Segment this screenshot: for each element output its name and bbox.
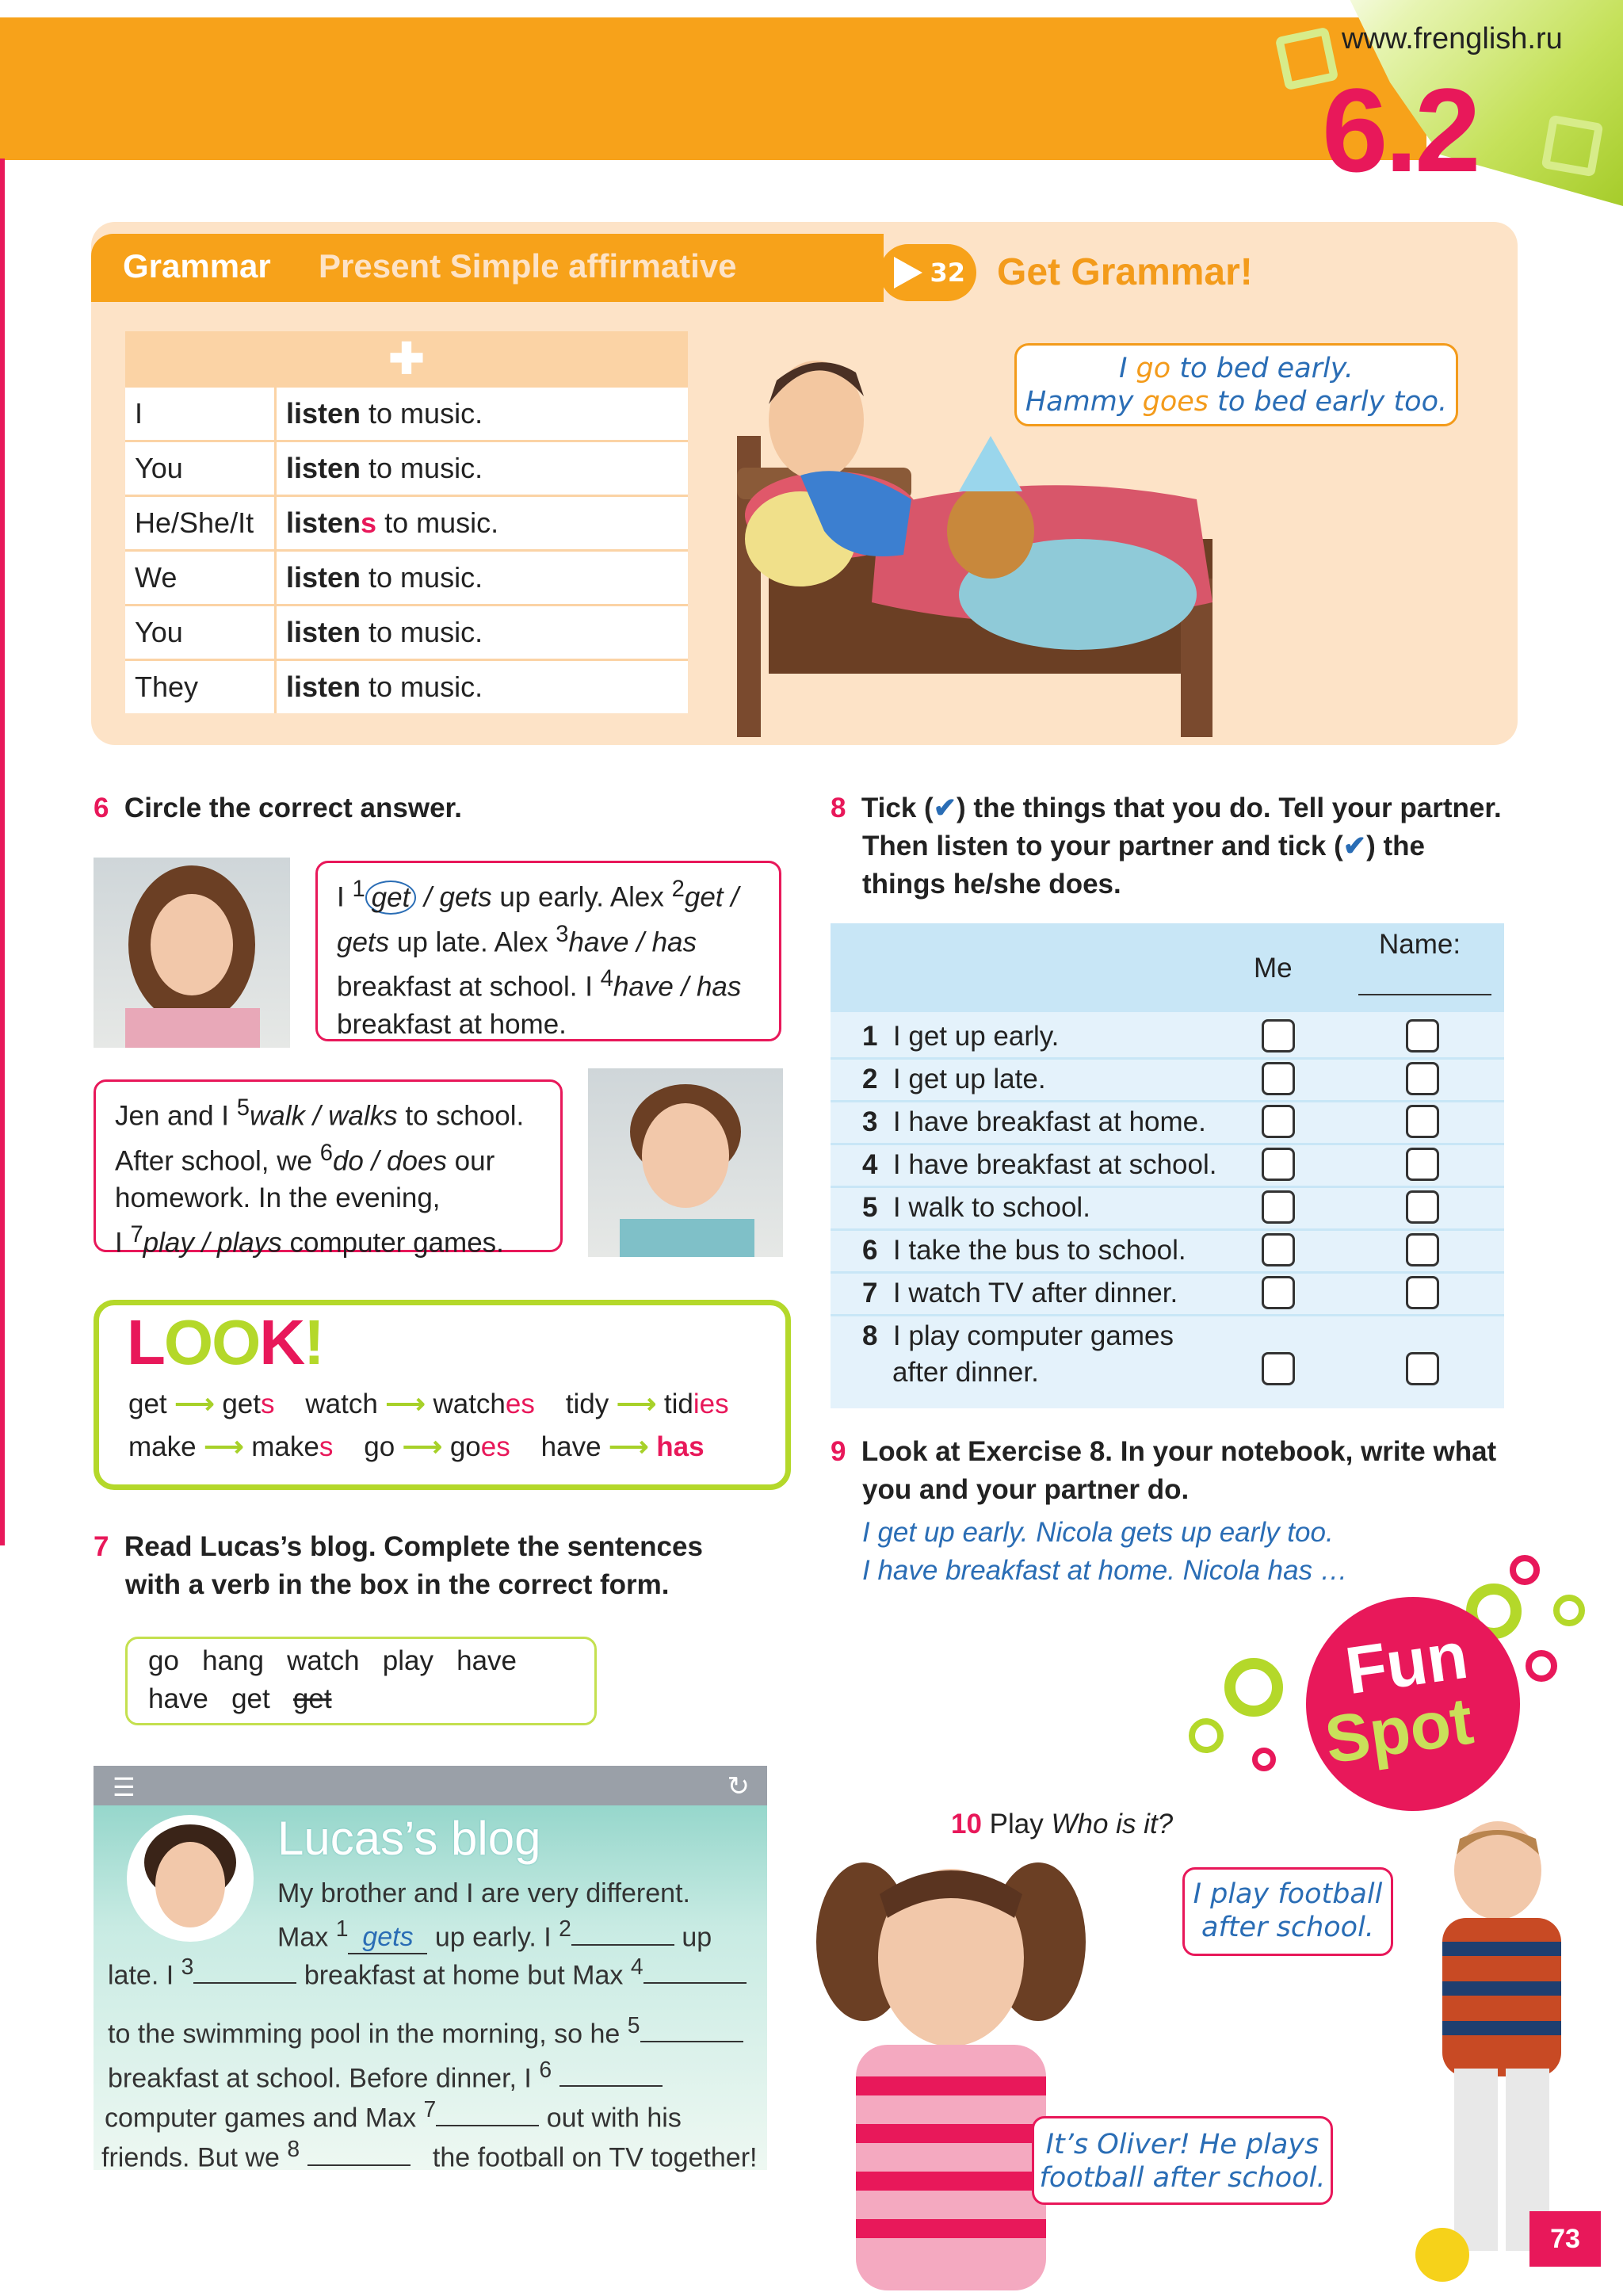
grammar-subtitle: Present Simple affirmative: [319, 247, 737, 285]
checkbox-partner[interactable]: [1406, 1276, 1439, 1309]
fun-label: Fun: [1341, 1617, 1472, 1709]
speech-bubble-2: It’s Oliver! He plays football after school.: [1032, 2116, 1333, 2205]
grammar-speech-bubble: I go to bed early. Hammy goes to bed early too.: [1014, 343, 1458, 426]
col-name: Name:: [1379, 929, 1461, 960]
checkbox-me[interactable]: [1262, 1190, 1295, 1224]
checkbox-partner[interactable]: [1406, 1062, 1439, 1095]
checkbox-partner[interactable]: [1406, 1190, 1439, 1224]
site-url: www.frenglish.ru: [1342, 22, 1563, 55]
ex7-instruction: 7 Read Lucas’s blog. Complete the sentences with a verb in the box in the correct form.: [94, 1531, 703, 1600]
row-divider: [831, 1143, 1504, 1145]
table-row: They listen to music.: [125, 660, 688, 714]
ex8-instruction: 8 Tick (✔) the things that you do. Tell your partner. Then listen to your partner and tick (✔) the things he/she does.: [831, 793, 1502, 900]
blog-line: breakfast at school. Before dinner, I $^6$: [108, 2057, 663, 2094]
decor-ring: [1224, 1658, 1283, 1717]
row-divider: [831, 1271, 1504, 1274]
spot-label: Spot: [1320, 1683, 1478, 1778]
list-item: 1 I get up early.: [862, 1021, 1060, 1052]
list-item: 5 I walk to school.: [862, 1192, 1090, 1223]
tick-icon: ✔: [933, 793, 957, 823]
checkbox-me[interactable]: [1262, 1233, 1295, 1266]
verb-box: go hang watch play have have get get: [125, 1637, 597, 1725]
girl-photo: [94, 858, 290, 1048]
table-row: He/She/It listens to music.: [125, 496, 688, 551]
list-item-continued: after dinner.: [892, 1357, 1039, 1388]
circled-answer: get: [365, 881, 417, 915]
grammar-title: Grammar: [123, 247, 271, 285]
list-item: 4 I have breakfast at school.: [862, 1149, 1217, 1180]
row-divider: [831, 1314, 1504, 1316]
refresh-icon[interactable]: ↻: [727, 1771, 750, 1802]
speech-bubble-1: I play football after school.: [1182, 1867, 1393, 1956]
checkbox-me[interactable]: [1262, 1105, 1295, 1138]
checkbox-partner[interactable]: [1406, 1233, 1439, 1266]
ex9-instruction: 9 Look at Exercise 8. In your notebook, write what you and your partner do.: [831, 1436, 1497, 1505]
lucas-avatar: [127, 1815, 254, 1942]
blog-line: friends. But we $^8$ the football on TV together!: [101, 2137, 758, 2173]
decor-ring: [1252, 1748, 1276, 1771]
table-row: You listen to music.: [125, 441, 688, 496]
blog-toolbar: [94, 1766, 767, 1805]
menu-icon[interactable]: ☰: [113, 1772, 136, 1802]
decor-ring: [1553, 1595, 1585, 1626]
ex6-bubble-1: I $^1$ get / gets up early. Alex $^2$get / gets up late. Alex $^3$have / has breakfast at school. I $^4$have / has breakfast at home.: [315, 861, 781, 1041]
page-edge-bar: [0, 159, 5, 1545]
checkbox-me[interactable]: [1262, 1276, 1295, 1309]
table-row: You listen to music.: [125, 606, 688, 660]
ex6-bubble-2: Jen and I $^5$walk / walks to school. After school, we $^6$do / does our homework. In the evening, I $^7$play / plays computer games.: [94, 1079, 563, 1252]
decor-ring: [1526, 1650, 1557, 1682]
header-orange-bar: [0, 17, 1426, 160]
row-divider: [831, 1228, 1504, 1231]
boy-photo: [588, 1068, 783, 1257]
blog-line: to the swimming pool in the morning, so he $^5$: [108, 2013, 743, 2050]
checkbox-me[interactable]: [1262, 1148, 1295, 1181]
name-line: [1358, 994, 1491, 995]
row-divider: [831, 1100, 1504, 1102]
play-icon: [894, 257, 922, 288]
table-row: I listen to music.: [125, 387, 688, 441]
audio-track-button[interactable]: [880, 244, 976, 301]
tick-icon: ✔: [1342, 831, 1367, 861]
list-item: 6 I take the bus to school.: [862, 1235, 1186, 1266]
blog-line: late. I $^3$ breakfast at home but Max $^4$: [108, 1954, 747, 1991]
decor-ring: [1189, 1718, 1224, 1753]
checkbox-partner[interactable]: [1406, 1105, 1439, 1138]
col-me: Me: [1254, 953, 1293, 984]
row-divider: [831, 1186, 1504, 1188]
row-divider: [831, 1057, 1504, 1060]
get-grammar-label: Get Grammar!: [997, 251, 1253, 293]
blog-line: Max $^1$ gets up early. I $^2$ up: [277, 1916, 712, 1954]
list-item: 8 I play computer games: [862, 1320, 1174, 1351]
checkbox-me[interactable]: [1262, 1062, 1295, 1095]
list-item: 3 I have breakfast at home.: [862, 1106, 1206, 1137]
look-title: LOOK!: [127, 1307, 323, 1377]
checkbox-partner[interactable]: [1406, 1019, 1439, 1052]
checkbox-me[interactable]: [1262, 1352, 1295, 1385]
ex9-example-2: I have breakfast at home. Nicola has …: [862, 1555, 1348, 1586]
look-row-1: get ⟶ gets watch ⟶ watches tidy ⟶ tidies: [128, 1389, 729, 1419]
checkbox-partner[interactable]: [1406, 1148, 1439, 1181]
ex9-example-1: I get up early. Nicola gets up early too.: [862, 1517, 1334, 1548]
grammar-table: [125, 331, 688, 713]
blog-line: My brother and I are very different.: [277, 1878, 690, 1908]
blog-line: computer games and Max $^7$ out with his: [105, 2097, 682, 2134]
plus-icon: ✚: [125, 331, 688, 387]
girl-covering-eyes-illustration: [800, 1847, 1102, 2290]
checkbox-partner[interactable]: [1406, 1352, 1439, 1385]
track-number: 32: [930, 258, 965, 288]
page-number: 73: [1529, 2211, 1601, 2267]
decor-ring: [1510, 1555, 1540, 1585]
blog-title: Lucas’s blog: [277, 1812, 541, 1865]
look-row-2: make ⟶ makes go ⟶ goes have ⟶ has: [128, 1431, 705, 1462]
lesson-number: 6.2: [1322, 63, 1478, 197]
decor-square: [1541, 115, 1604, 178]
list-item: 2 I get up late.: [862, 1064, 1046, 1095]
list-item: 7 I watch TV after dinner.: [862, 1278, 1178, 1308]
ex6-instruction: 6 Circle the correct answer.: [94, 793, 462, 823]
checkbox-me[interactable]: [1262, 1019, 1295, 1052]
ex10-instruction: 10 Play Who is it?: [951, 1809, 1174, 1839]
table-row: We listen to music.: [125, 551, 688, 606]
